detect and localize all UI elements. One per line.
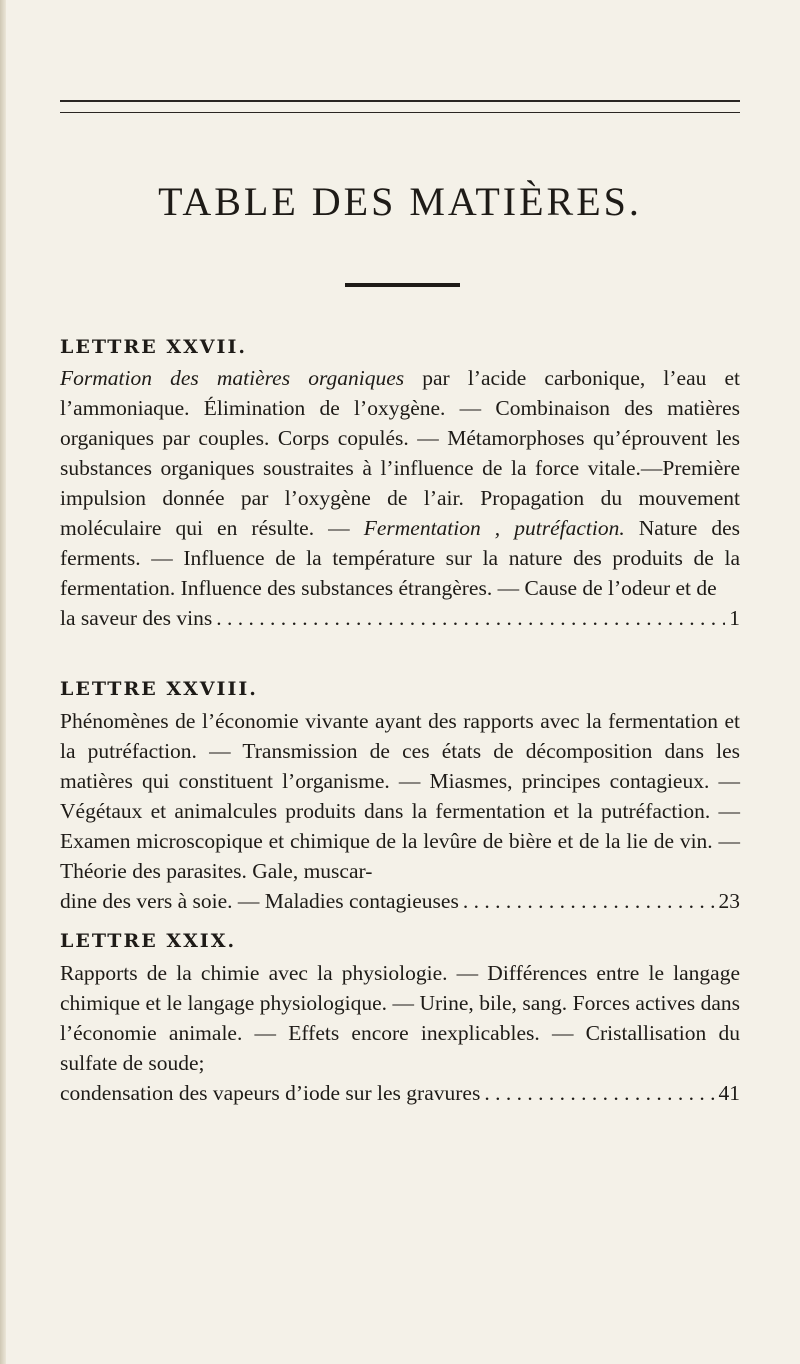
letter-heading: LETTRE XXIX. <box>60 930 237 952</box>
entry-last-line: dine des vers à soie. — Maladies contagieuses <box>60 889 459 913</box>
dot-leader <box>216 603 725 633</box>
toc-line <box>60 1078 740 1108</box>
entry-last-line: condensation des vapeurs d’iode sur les gravures <box>60 1081 481 1105</box>
toc-entry <box>60 706 740 916</box>
toc-line <box>60 886 740 916</box>
italic-lead: Formation des matières organiques <box>60 366 405 390</box>
entry-last-line: la saveur des vins <box>60 606 213 630</box>
entry-text: par l’acide carbonique, l’eau et l’ammoniaque. Élimination de l’oxygène. — Combinaison des matières organiques par couples. Corps copulés. — Métamorphoses qu’éprouvent les substances organiques soustraites à l’influence de la force vitale.—Première impulsion donnée par l’oxygène de l’air. Propagation du mouvement moléculaire qui en résulte. — <box>60 366 740 540</box>
toc-entry <box>60 363 740 633</box>
letter-heading: LETTRE XXVIII. <box>60 678 258 700</box>
italic-mid: Fermentation , putréfaction. <box>363 516 625 540</box>
dot-leader <box>463 886 715 916</box>
page-number: 23 <box>718 889 740 913</box>
top-rule-thin <box>60 112 740 113</box>
dot-leader <box>484 1078 714 1108</box>
entry-text: Rapports de la chimie avec la physiologie. — Différences entre le langage chimique et le langage physiologique. — Urine, bile, sang. Forces actives dans l’économie animale. — Effets encore inexplicables. — Cristallisation du sulfate de soude; <box>60 961 740 1075</box>
top-rule <box>60 100 740 102</box>
entry-text: Phénomènes de l’économie vivante ayant des rapports avec la fermentation et la putréfaction. — Transmission de ces états de décomposition dans les matières qui constituent l’organisme. — Miasmes, principes contagieux. — Végétaux et animalcules produits dans la fermentation et la putréfaction. — Examen microscopique et chimique de la levûre de bière et de la lie de vin. — Théorie des parasites. Gale, muscar- <box>60 709 740 883</box>
title-divider <box>345 283 460 287</box>
toc-entry <box>60 958 740 1108</box>
entry-text: Nature des ferments. — Influence de la température sur la nature des produits de la fermentation. Influence des substances étrangères. — Cause de l’odeur et de <box>60 516 740 600</box>
toc-line <box>60 603 740 633</box>
page-number: 41 <box>718 1081 740 1105</box>
page-title: TABLE DES MATIÈRES. <box>158 179 642 224</box>
page-number: 1 <box>729 606 740 630</box>
letter-heading: LETTRE XXVII. <box>60 336 247 358</box>
